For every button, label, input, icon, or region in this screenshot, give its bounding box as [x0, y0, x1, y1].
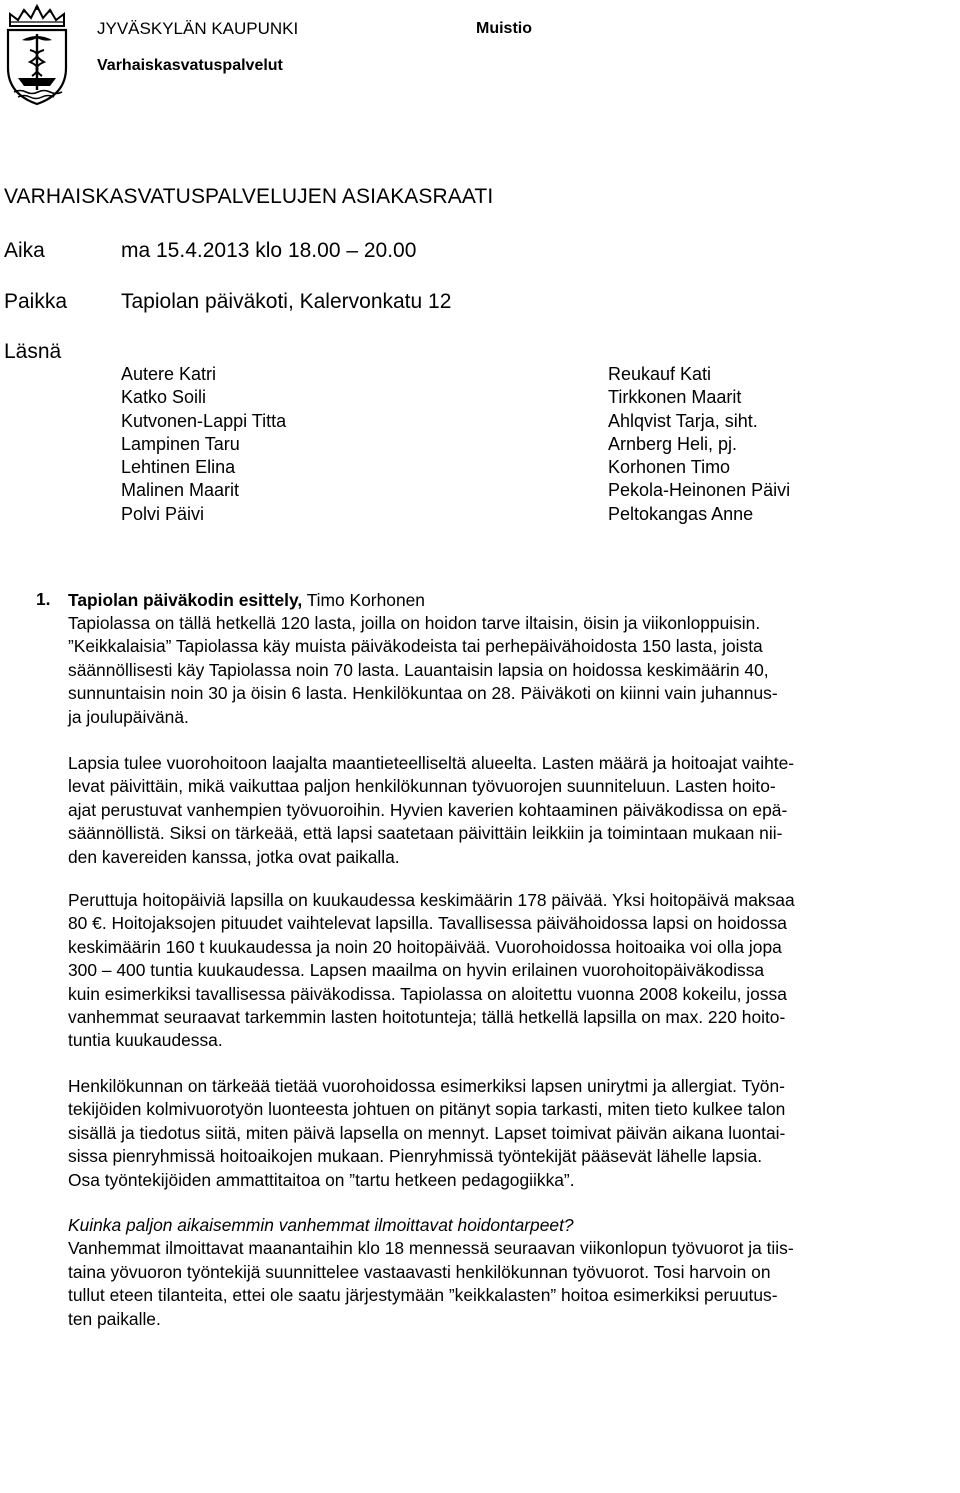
- section-number: 1.: [36, 589, 51, 609]
- paragraph-line: levat päivittäin, mikä vaikuttaa paljon henkilökunnan työvuorojen suunniteluun. Lasten hoito-: [68, 776, 776, 797]
- paragraph-line: ajat perustuvat vanhempien työvuoroihin. Hyvien kaverien kohtaaminen päiväkodissa on epä-: [68, 799, 788, 820]
- paragraph-line: tekijöiden kolmivuorotyön luonteesta johtuen on pitänyt sopia tarkasti, miten tieto kulkee talon: [68, 1099, 786, 1120]
- paragraph-line: 300 – 400 tuntia kuukaudessa. Lapsen maailma on hyvin erilainen vuorohoitopäiväkodissa: [68, 960, 765, 981]
- attendee: Ahlqvist Tarja, siht.: [608, 410, 758, 431]
- paragraph-line: vanhemmat seuraavat tarkemmin lasten hoitotunteja; tällä hetkellä lapsilla on max. 220 hoito-: [68, 1007, 786, 1028]
- attendee: Peltokangas Anne: [608, 503, 754, 524]
- paragraph-line: 80 €. Hoitojaksojen pituudet vaihtelevat lapsilla. Tavallisessa päivähoidossa lapsi on hoidossa: [68, 913, 787, 934]
- attendee: Katko Soili: [121, 387, 207, 408]
- attendee: Arnberg Heli, pj.: [608, 433, 738, 454]
- attendee: Pekola-Heinonen Päivi: [608, 480, 791, 501]
- attendee: Korhonen Timo: [608, 457, 731, 478]
- attendee: Malinen Maarit: [121, 480, 240, 501]
- paragraph-line: sissa pienryhmissä hoitoaikojen mukaan. Pienryhmissä työntekijät pääsevät lähelle lapsia.: [68, 1146, 763, 1167]
- paragraph-line: Osa työntekijöiden ammattitaitoa on ”tartu hetkeen pedagogiikka”.: [68, 1169, 575, 1190]
- document-title: VARHAISKASVATUSPALVELUJEN ASIAKASRAATI: [4, 185, 494, 208]
- question-text: Kuinka paljon aikaisemmin vanhemmat ilmoittavat hoidontarpeet?: [68, 1215, 574, 1235]
- time-value: ma 15.4.2013 klo 18.00 – 20.00: [121, 239, 417, 262]
- question-block: [68, 1214, 908, 1331]
- attendees-left-list: [121, 363, 286, 526]
- paragraph-line: keskimäärin 160 t kuukaudessa ja noin 20 hoitopäivää. Vuorohoidossa hoitoaika voi olla jopa: [68, 936, 782, 957]
- city-coat-of-arms-icon: [4, 4, 70, 106]
- time-label: Aika: [4, 239, 45, 262]
- present-label: Läsnä: [4, 340, 62, 363]
- place-value: Tapiolan päiväkoti, Kalervonkatu 12: [121, 290, 452, 313]
- unit-name: Varhaiskasvatuspalvelut: [97, 57, 283, 74]
- organization-name: JYVÄSKYLÄN KAUPUNKI: [97, 19, 299, 38]
- paragraph-line: ja joulupäivänä.: [68, 706, 189, 727]
- document-type: Muistio: [476, 20, 532, 37]
- attendee: Lehtinen Elina: [121, 457, 236, 478]
- attendee: Tirkkonen Maarit: [608, 387, 742, 408]
- paragraph-line: sisällä ja tiedotus siitä, miten päivä lapsella on mennyt. Lapset toimivat päivän aikana luontai-: [68, 1122, 786, 1143]
- attendee: Lampinen Taru: [121, 433, 240, 454]
- paragraph-line: Lapsia tulee vuorohoitoon laajalta maantieteelliseltä alueelta. Lasten määrä ja hoitoajat vaihte-: [68, 753, 795, 773]
- paragraph-line: tuntia kuukaudessa.: [68, 1030, 223, 1051]
- paragraph-line: taina yövuoron työntekijä suunnittelee vastaavasti henkilökunnan työvuorot. Tosi harvoin on: [68, 1261, 771, 1282]
- attendee: Autere Katri: [121, 364, 217, 384]
- paragraph-line: den kavereiden kanssa, jotka ovat paikalla.: [68, 846, 400, 867]
- paragraph-line: Vanhemmat ilmoittavat maanantaihin klo 18 mennessä seuraavan viikonlopun työvuorot ja tiis-: [68, 1238, 794, 1259]
- paragraph-1: [68, 612, 908, 729]
- place-label: Paikka: [4, 290, 68, 313]
- paragraph-line: säännöllistä. Siksi on tärkeää, että lapsi saatetaan päivittäin leikkiin ja toimintaan mukaan nii-: [68, 823, 783, 844]
- attendee: Polvi Päivi: [121, 503, 205, 524]
- paragraph-line: kuin esimerkiksi tavallisessa päiväkodissa. Tapiolassa on aloitettu vuonna 2008 kokeilu, jossa: [68, 983, 787, 1004]
- paragraph-4: [68, 1075, 908, 1192]
- section-presenter: Timo Korhonen: [302, 590, 425, 610]
- section-heading-line: [68, 589, 908, 612]
- attendee: Kutvonen-Lappi Titta: [121, 410, 287, 431]
- paragraph-line: Peruttuja hoitopäiviä lapsilla on kuukaudessa keskimäärin 178 päivää. Yksi hoitopäivä maksaa: [68, 890, 795, 910]
- attendees-right-list: [608, 363, 790, 526]
- paragraph-line: Tapiolassa on tällä hetkellä 120 lasta, joilla on hoidon tarve iltaisin, öisin ja viikonloppuisin.: [68, 613, 761, 633]
- section-heading: Tapiolan päiväkodin esittely,: [68, 590, 303, 610]
- paragraph-line: sunnuntaisin noin 30 ja öisin 6 lasta. Henkilökuntaa on 28. Päiväkoti on kiinni vain juhannus-: [68, 683, 778, 704]
- paragraph-line: ten paikalle.: [68, 1308, 161, 1329]
- attendee: Reukauf Kati: [608, 364, 712, 384]
- paragraph-line: ”Keikkalaisia” Tapiolassa käy muista päiväkodeista tai perhepäivähoidosta 150 lasta, joista: [68, 636, 763, 657]
- paragraph-line: tullut eteen tilanteita, ettei ole saatu järjestymään ”keikkalasten” hoitoa esimerkiksi peruutus-: [68, 1285, 778, 1306]
- paragraph-3: [68, 889, 908, 1053]
- paragraph-2: [68, 752, 908, 869]
- paragraph-line: Henkilökunnan on tärkeää tietää vuorohoidossa esimerkiksi lapsen unirytmi ja allergiat. Työn-: [68, 1076, 785, 1096]
- paragraph-line: säännöllisesti käy Tapiolassa noin 70 lasta. Lauantaisin lapsia on hoidossa keskimäärin 40,: [68, 659, 769, 680]
